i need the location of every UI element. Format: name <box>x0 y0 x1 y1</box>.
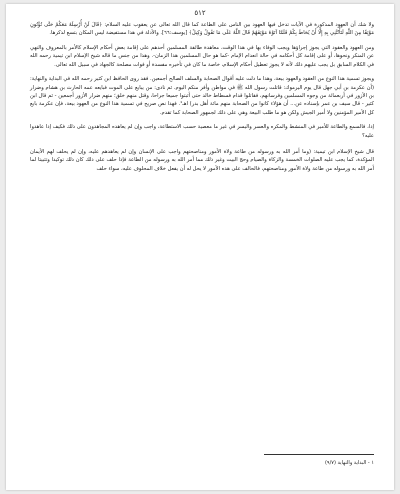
paragraph-3: ويجوز تسمية هذا النوع من العقود والعهود بيعة، وهذا ما دلت عليه أقوال الصحابة والسلف الصالح أجمعين. فقد روى الحافظ ابن كثير رحمه الله في البداية والنهاية: (أن عكرمة بن أبي جهل قال يوم اليرموك: قاتلت رسول الله ﷺ في مواطن وأفر منكم اليوم. ثم نادى: من يبايع على الموت فبايعه عمه الحارث بن هشام وضرار بن الأزور في أربعمائة من وجوه المسلمين وفرسانهم، فقاتلوا قدام فسطاط خالد حتى أثبتوا جميعا جراحا، وقتل منهم خلق؛ منهم ضرار الأزور أجمعين - ثم قال ابن كثير - قال سيف بن عمر بإسناده عن... أن هؤلاء كانوا من الصحابة منهم ماثة أهل بدر) اهـ¹. فهذا نص صريح في تسمية هذا النوع من العهود بيعة، فإن عكرمة بايع كل الأمير المؤمنين ولا أمير الجيش ولكن هو ما طلب البيعة وهي على ذلك لجمهور الصحابة كما تقدم. <box>30 76 374 116</box>
body-text <box>30 21 374 179</box>
paragraph-1: ولا شك أن العهود المذكورة في الآيات تدخل فيها العهود بين الناس على الطاعة كما قال الله تعالى عن يعقوب عليه السلام: ﴿قَالَ لَنْ أُرْسِلَهُ مَعَكُمْ حَتَّى تُؤْتُونِ مَوْثِقًا مِنَ اللَّهِ لَتَأْتُنَّنِي بِهِ إِلَّا أَنْ يُحَاطَ بِكُمْ فَلَمَّا آتَوْهُ مَوْثِقَهُمْ قَالَ اللَّهُ عَلَى مَا نَقُولُ وَكِيلٌ﴾ [يوسف:٦٦]. والأدلة في هذا مستفيضة ليس المكان بتسع لذكرها. <box>30 22 374 37</box>
paragraph-5: قال شيخ الإسلام ابن تيمية: (وما أمر الله به ورسوله من طاعة ولاة الأمور ومناصحتهم واجب على الإنسان وإن لم يعاهدهم عليه، وإن لم يحلف لهم الأيمان المؤكدة، كما يجب عليه الصلوات الخمسة والزكاة والصيام وحج البيت وغير ذلك مما أمر الله به ورسوله من الطاعة فإذا حلف على ذلك كان ذلك توكيدا وتثبيتا لما أمر الله به ورسوله من طاعة ولاة الأمور ومناصحتهم، فالحالف على هذه الأمور لا يحل له أن يفعل خلاف المحلوف عليه، سواء حلف <box>30 149 374 172</box>
page-number: ٥١٢ <box>194 9 206 17</box>
paragraph-2: ومن العهود والعقود التي يجوز إجراؤها ويجب الوفاء بها في هذا الوقت، معاهدة طائفة المسلمين أحدهم على إقامة بعض أحكام الإسلام كالأمر بالمعروف والنهي عن المنكر ونحوها، أو على إقامة كل أحكامه في حالة انعدام الإمام -كما هو حال المسلمين هذا الزمان-. وهذا من جنس ما قاله شيخ الإسلام ابن تيمية رحمه الله في الكلام السابق بل يجب عليهم ذلك لأنه لا يجوز تعطيل أحكام الإسلام، خاصة ما كان في تأخيره مفسدة أو فوات مصلحة كالجهاد في سبيل الله تعالى. <box>30 45 374 68</box>
footnote-divider <box>264 454 374 455</box>
footnote: ١ - البداية والنهاية (٩/٧) <box>324 460 374 466</box>
paragraph-4: إذا، فالسمع والطاعة للأمير في المنشط والمكره والعسر واليسر في غير ما معصية حسب الاستطاعة، واجب وإن لم يعاهده المجاهدون على ذلك فكيف إذا عاهدوا عليه؟ <box>30 124 374 139</box>
document-page <box>6 4 394 490</box>
